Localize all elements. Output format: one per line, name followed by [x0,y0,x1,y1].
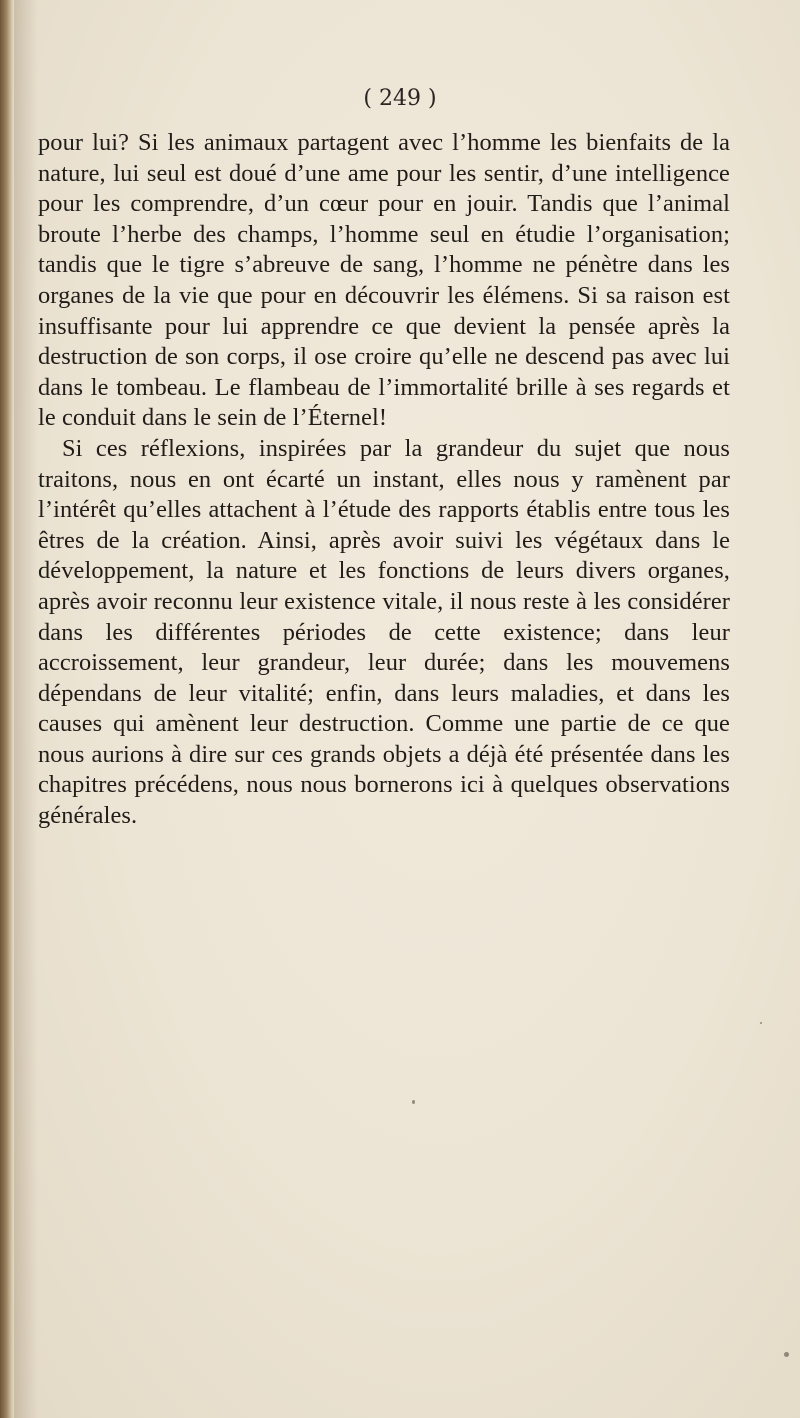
book-spine-edge [0,0,14,1418]
page-number: ( 249 ) [363,86,437,111]
paper-fleck [760,1022,762,1024]
gutter-shadow [14,0,38,1418]
body-text [38,128,730,832]
paper-fleck [412,1100,415,1104]
paper-fleck [784,1352,789,1357]
paragraph-1: pour lui? Si les animaux partagent avec l’homme les bienfaits de la nature, lui seul est doué d’une ame pour les sentir, d’une intelligence pour les comprendre, d’un cœur pour en jouir. Tandis que l’animal broute l’herbe des champs, l’homme seul en étudie l’organisation; tandis que le tigre s’abreuve de sang, l’homme ne pénètre dans les organes de la vie que pour en découvrir les élémens. Si sa raison est insuffisante pour lui apprendre ce que devient la pensée après la destruction de son corps, il ose croire qu’elle ne descend pas avec lui dans le tombeau. Le flambeau de l’immortalité brille à ses regards et le conduit dans le sein de l’Éternel! [38,129,730,432]
paragraph-2: Si ces réflexions, inspirées par la grandeur du sujet que nous traitons, nous en ont écarté un instant, elles nous y ramènent par l’intérêt qu’elles attachent à l’étude des rapports établis entre tous les êtres de la création. Ainsi, après avoir suivi les végétaux dans le développement, la nature et les fonctions de leurs divers organes, après avoir reconnu leur existence vitale, il nous reste à les considérer dans les différentes périodes de cette existence; dans leur accroissement, leur grandeur, leur durée; dans les mouvemens dépendans de leur vitalité; enfin, dans leurs maladies, et dans les causes qui amènent leur destruction. Comme une partie de ce que nous aurions à dire sur ces grands objets a déjà été présentée dans les chapitres précédens, nous nous bornerons ici à quelques observations générales. [38,434,730,830]
